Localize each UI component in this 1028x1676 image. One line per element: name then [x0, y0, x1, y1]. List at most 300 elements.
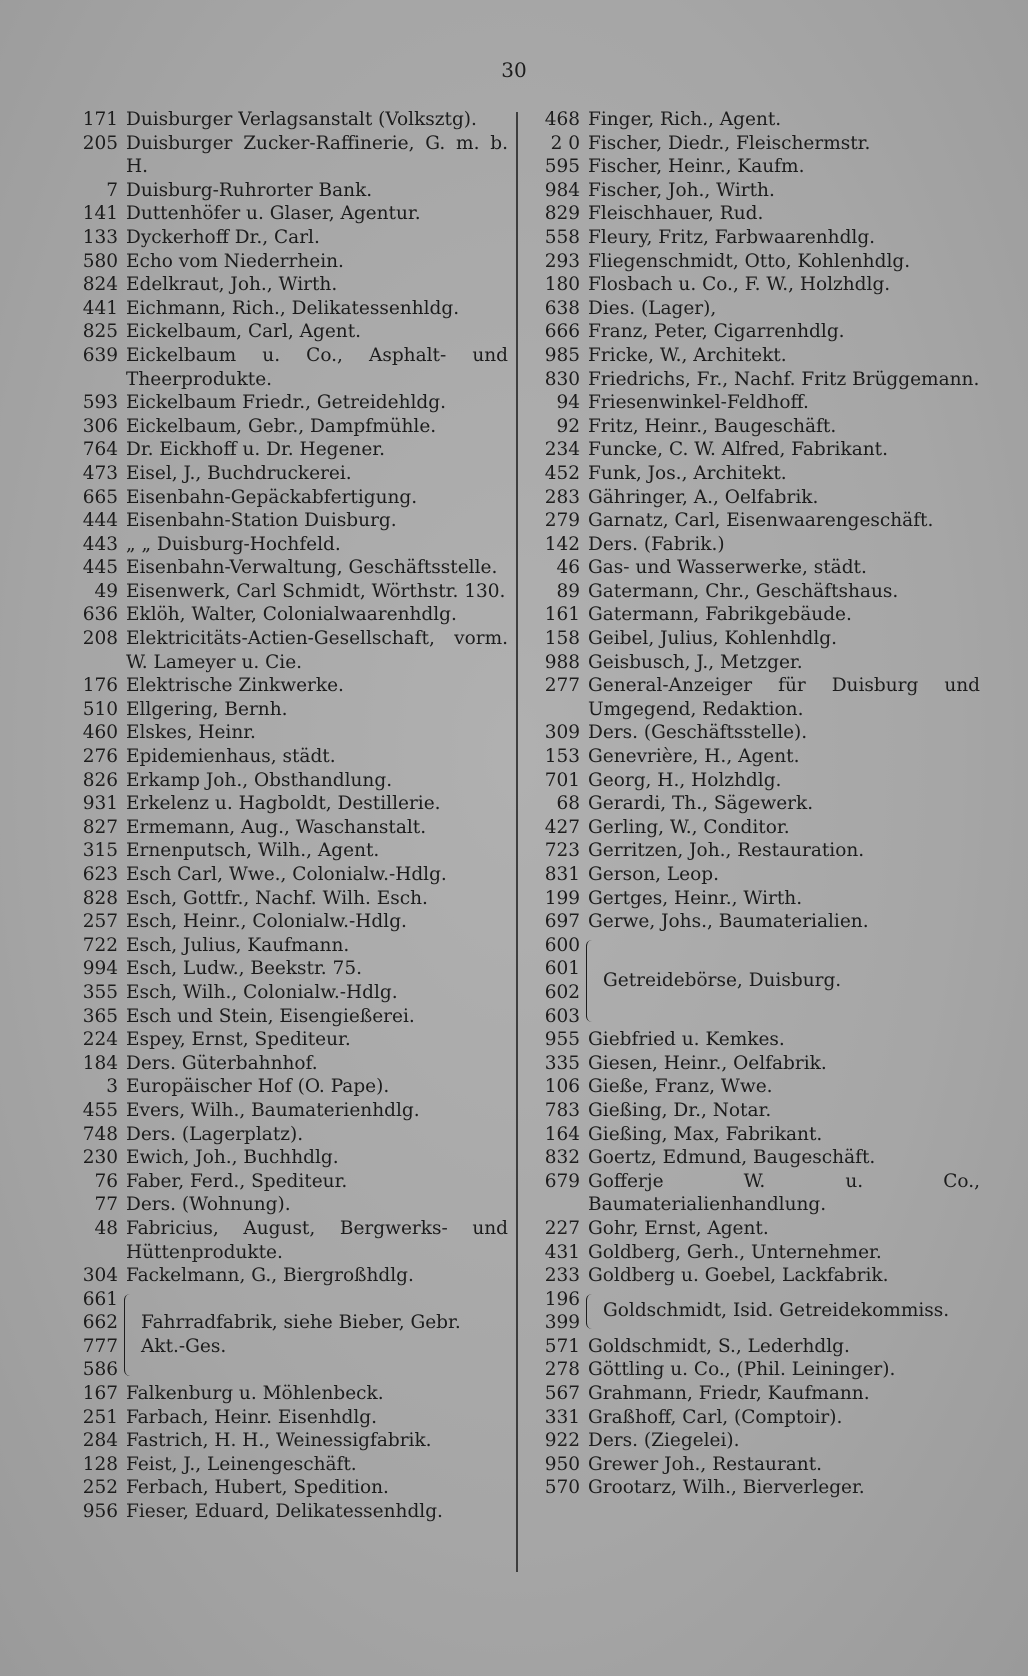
entry-text: Göttling u. Co., (Phil. Leininger).: [588, 1359, 896, 1381]
entry-text: Fabricius, August, Bergwerks- und Hüttenprodukte.: [126, 1217, 508, 1263]
entry-text: Gatermann, Fabrikgebäude.: [588, 604, 852, 626]
entry-text: Eisenbahn-Gepäckabfertigung.: [126, 486, 418, 508]
directory-entry: [540, 792, 980, 816]
entry-text: Duisburg-Ruhrorter Bank.: [126, 179, 373, 201]
brace-mark: [586, 1294, 599, 1329]
entry-number: 309: [544, 722, 580, 744]
entry-text: Getreidebörse, Duisburg.: [603, 970, 842, 992]
entry-text: Gofferje W. u. Co., Baumaterialienhandlung.: [588, 1170, 980, 1216]
entry-text: Fritz, Heinr., Baugeschäft.: [588, 415, 837, 437]
entry-text: Geisbusch, J., Metzger.: [588, 651, 803, 673]
entry-text: Evers, Wilh., Baumaterienhdlg.: [126, 1099, 420, 1121]
entry-number: 445: [82, 557, 118, 579]
entry-number: 722: [82, 934, 118, 956]
entry-number: 199: [544, 887, 580, 909]
right-column: [540, 108, 980, 1500]
directory-entry: [540, 533, 980, 557]
entry-text: Gohr, Ernst, Agent.: [588, 1217, 769, 1239]
entry-text: Esch, Wilh., Colonialw.-Hdlg.: [126, 981, 398, 1003]
entry-text: Gerwe, Johs., Baumaterialien.: [588, 911, 869, 933]
directory-entry: [78, 344, 508, 391]
directory-entry: [540, 674, 980, 721]
grouped-entry: [540, 934, 980, 1028]
entry-number: 335: [544, 1052, 580, 1074]
directory-entry: [540, 438, 980, 462]
entry-text: Duttenhöfer u. Glaser, Agentur.: [126, 203, 421, 225]
directory-entry: [540, 1476, 980, 1500]
directory-entry: [540, 910, 980, 934]
entry-text: Erkelenz u. Hagboldt, Destillerie.: [126, 793, 441, 815]
entry-text: Echo vom Niederrhein.: [126, 250, 344, 272]
entry-number: 984: [544, 179, 580, 201]
directory-entry: [78, 438, 508, 462]
directory-entry: [78, 603, 508, 627]
entry-number: 205: [82, 132, 118, 154]
entry-number: 601: [544, 958, 580, 980]
directory-entry: [78, 1500, 508, 1524]
entry-number: 586: [82, 1359, 118, 1381]
entry-text: Ferbach, Hubert, Spedition.: [126, 1477, 389, 1499]
entry-text: Fricke, W., Architekt.: [588, 344, 787, 366]
directory-entry: [78, 556, 508, 580]
entry-number: 283: [544, 486, 580, 508]
entry-text: Ders. (Wohnung).: [126, 1194, 291, 1216]
entry-text: Ders. (Geschäftsstelle).: [588, 722, 808, 744]
column-divider: [516, 112, 518, 1572]
entry-text: Goldschmidt, Isid. Getreidekommiss.: [603, 1300, 950, 1322]
entry-number: 468: [544, 109, 580, 130]
entry-number: 158: [544, 628, 580, 650]
entry-number: 230: [82, 1147, 118, 1169]
entry-text: „ „ Duisburg-Hochfeld.: [126, 533, 341, 555]
entry-number: 167: [82, 1383, 118, 1405]
entry-text: Faber, Ferd., Spediteur.: [126, 1170, 348, 1192]
entry-number: 365: [82, 1005, 118, 1027]
entry-text: Espey, Ernst, Spediteur.: [126, 1029, 351, 1051]
entry-number: 829: [544, 203, 580, 225]
entry-text: Gatermann, Chr., Geschäftshaus.: [588, 580, 899, 602]
entry-text: Goldschmidt, S., Lederhdlg.: [588, 1335, 850, 1357]
directory-entry: [540, 273, 980, 297]
entry-number: 922: [544, 1430, 580, 1452]
entry-text: Gießing, Dr., Notar.: [588, 1099, 772, 1121]
entry-number: 164: [544, 1123, 580, 1145]
directory-entry: [540, 603, 980, 627]
entry-text: Giebfried u. Kemkes.: [588, 1029, 785, 1051]
directory-entry: [78, 580, 508, 604]
directory-entry: [78, 509, 508, 533]
directory-entry: [540, 1028, 980, 1052]
entry-text: Grewer Joh., Restaurant.: [588, 1453, 823, 1475]
directory-entry: [78, 1170, 508, 1194]
entry-number: 783: [544, 1099, 580, 1121]
entry-text: Elektricitäts-Actien-Gesellschaft, vorm. W. Lameyer u. Cie.: [126, 628, 508, 673]
entry-number: 224: [82, 1029, 118, 1051]
entry-text: Franz, Peter, Cigarrenhdlg.: [588, 321, 845, 343]
directory-entry: [78, 486, 508, 510]
entry-number: 427: [544, 816, 580, 838]
directory-entry: [78, 1406, 508, 1430]
directory-entry: [78, 462, 508, 486]
directory-entry: [540, 556, 980, 580]
entry-text: Fischer, Heinr., Kaufm.: [588, 156, 805, 178]
entry-number: 141: [82, 203, 118, 225]
directory-entry: [78, 1099, 508, 1123]
entry-text: Esch Carl, Wwe., Colonialw.-Hdlg.: [126, 864, 447, 885]
entry-number: 3: [106, 1076, 118, 1098]
entry-number: 251: [82, 1406, 118, 1428]
entry-number: 777: [82, 1335, 118, 1357]
entry-text: Esch, Ludw., Beekstr. 75.: [126, 958, 362, 980]
entry-text: Esch und Stein, Eisengießerei.: [126, 1005, 415, 1027]
entry-number: 284: [82, 1430, 118, 1452]
entry-text: Fleischhauer, Rud.: [588, 203, 764, 225]
directory-entry: [540, 320, 980, 344]
entry-text: Geibel, Julius, Kohlenhdlg.: [588, 628, 838, 650]
directory-entry: [540, 250, 980, 274]
entry-text: Fahrradfabrik, siehe Bieber, Gebr. Akt.-Ges.: [141, 1312, 461, 1357]
directory-entry: [540, 1453, 980, 1477]
entry-number: 46: [556, 557, 580, 579]
entry-text: Gieße, Franz, Wwe.: [588, 1076, 773, 1098]
entry-text: Gertges, Heinr., Wirth.: [588, 887, 803, 909]
entry-text: Eisel, J., Buchdruckerei.: [126, 462, 352, 484]
directory-entry: [78, 698, 508, 722]
entry-number: 304: [82, 1265, 118, 1287]
directory-entry: [540, 721, 980, 745]
entry-number: 77: [94, 1194, 118, 1216]
entry-text: Eickelbaum Friedr., Getreidehldg.: [126, 392, 446, 414]
entry-number: 828: [82, 887, 118, 909]
grouped-entry: [540, 1288, 980, 1335]
directory-entry: [78, 1382, 508, 1406]
entry-number: 106: [544, 1076, 580, 1098]
entry-text: Ernenputsch, Wilh., Agent.: [126, 840, 380, 862]
directory-entry: [540, 368, 980, 392]
entry-number: 460: [82, 722, 118, 744]
entry-text: Eklöh, Walter, Colonialwaarenhdlg.: [126, 604, 457, 626]
entry-text: Giesen, Heinr., Oelfabrik.: [588, 1052, 827, 1074]
entry-text: Dr. Eickhoff u. Dr. Hegener.: [126, 439, 385, 461]
entry-text: Fliegenschmidt, Otto, Kohlenhdlg.: [588, 250, 911, 272]
directory-entry: [78, 863, 508, 887]
directory-entry: [78, 415, 508, 439]
entry-text: Farbach, Heinr. Eisenhdlg.: [126, 1406, 378, 1428]
directory-entry: [540, 1382, 980, 1406]
entry-number: 831: [544, 864, 580, 885]
entry-text: Gerardi, Th., Sägewerk.: [588, 793, 814, 815]
entry-number: 431: [544, 1241, 580, 1263]
entry-text: Fischer, Joh., Wirth.: [588, 179, 775, 201]
entry-number: 623: [82, 864, 118, 885]
entry-text: Gas- und Wasserwerke, städt.: [588, 557, 867, 579]
entry-text: Funcke, C. W. Alfred, Fabrikant.: [588, 439, 888, 461]
entry-number: 196: [544, 1288, 580, 1310]
directory-entry: [78, 910, 508, 934]
entry-number: 455: [82, 1099, 118, 1121]
entry-number: 7: [106, 179, 118, 201]
entry-text: Grahmann, Friedr, Kaufmann.: [588, 1383, 870, 1405]
directory-entry: [78, 816, 508, 840]
directory-entry: [78, 132, 508, 179]
entry-text: Feist, J., Leinengeschäft.: [126, 1453, 357, 1475]
entry-text: Grootarz, Wilh., Bierverleger.: [588, 1477, 865, 1499]
entry-text: Friesenwinkel-Feldhoff.: [588, 392, 809, 414]
entry-number: 826: [82, 769, 118, 791]
directory-entry: [78, 533, 508, 557]
entry-text: Gießing, Max, Fabrikant.: [588, 1123, 823, 1145]
entry-number: 662: [82, 1312, 118, 1334]
directory-entry: [78, 839, 508, 863]
entry-number: 603: [544, 1005, 580, 1027]
entry-number: 444: [82, 510, 118, 532]
entry-text: Europäischer Hof (O. Pape).: [126, 1076, 390, 1098]
directory-entry: [540, 887, 980, 911]
entry-number: 570: [544, 1477, 580, 1499]
entry-number: 602: [544, 981, 580, 1003]
entry-number: 636: [82, 604, 118, 626]
directory-entry: [78, 1052, 508, 1076]
directory-entry: [540, 839, 980, 863]
entry-numbers: [540, 934, 580, 1028]
entry-number: 558: [544, 226, 580, 248]
directory-entry: [540, 1146, 980, 1170]
entry-text: Eickelbaum, Gebr., Dampfmühle.: [126, 415, 437, 437]
directory-entry: [78, 745, 508, 769]
directory-entry: [78, 1005, 508, 1029]
directory-entry: [78, 202, 508, 226]
directory-entry: [78, 887, 508, 911]
directory-entry: [78, 627, 508, 674]
entry-number: 452: [544, 462, 580, 484]
entry-text: Garnatz, Carl, Eisenwaarengeschäft.: [588, 510, 934, 532]
directory-entry: [540, 1241, 980, 1265]
directory-entry: [540, 1099, 980, 1123]
entry-number: 827: [82, 816, 118, 838]
entry-number: 89: [556, 580, 580, 602]
directory-entry: [540, 297, 980, 321]
entry-number: 180: [544, 274, 580, 296]
entry-text: Esch, Julius, Kaufmann.: [126, 934, 350, 956]
entry-number: 48: [94, 1217, 118, 1239]
entry-text: Ewich, Joh., Buchhdlg.: [126, 1147, 339, 1169]
entry-number: 252: [82, 1477, 118, 1499]
entry-number: 955: [544, 1029, 580, 1051]
directory-entry: [540, 509, 980, 533]
entry-number: 257: [82, 911, 118, 933]
entry-text: Fleury, Fritz, Farbwaarenhdlg.: [588, 226, 876, 248]
entry-number: 824: [82, 274, 118, 296]
directory-entry: [540, 1075, 980, 1099]
directory-entry: [78, 250, 508, 274]
entry-number: 49: [94, 580, 118, 602]
entry-number: 665: [82, 486, 118, 508]
entry-number: 571: [544, 1335, 580, 1357]
entry-text: Duisburger Zucker-Raffinerie, G. m. b. H.: [126, 132, 508, 178]
entry-number: 2 0: [550, 132, 580, 154]
entry-text: Eichmann, Rich., Delikatessenhldg.: [126, 297, 460, 319]
directory-entry: [78, 1028, 508, 1052]
directory-entry: [78, 1217, 508, 1264]
directory-entry: [540, 202, 980, 226]
entry-number: 595: [544, 156, 580, 178]
directory-entry: [78, 1193, 508, 1217]
entry-text: Gerritzen, Joh., Restauration.: [588, 840, 865, 862]
entry-text: Duisburger Verlagsanstalt (Volksztg).: [126, 109, 477, 130]
entry-text: Gerson, Leop.: [588, 864, 719, 885]
directory-entry: [78, 674, 508, 698]
entry-number: 443: [82, 533, 118, 555]
directory-entry: [540, 155, 980, 179]
directory-entry: [540, 415, 980, 439]
directory-entry: [78, 297, 508, 321]
entry-number: 764: [82, 439, 118, 461]
directory-entry: [78, 226, 508, 250]
directory-entry: [540, 462, 980, 486]
directory-entry: [78, 179, 508, 203]
entry-number: 94: [556, 392, 580, 414]
entry-text: Eickelbaum u. Co., Asphalt- und Theerprodukte.: [126, 344, 508, 390]
directory-entry: [540, 1429, 980, 1453]
entry-number: 278: [544, 1359, 580, 1381]
directory-entry: [540, 391, 980, 415]
entry-number: 68: [556, 793, 580, 815]
entry-text: Ders. Güterbahnhof.: [126, 1052, 318, 1074]
entry-text: Elskes, Heinr.: [126, 722, 256, 744]
directory-entry: [78, 721, 508, 745]
directory-entry: [540, 132, 980, 156]
entry-text: Gerling, W., Conditor.: [588, 816, 790, 838]
directory-entry: [540, 1264, 980, 1288]
entry-number: 171: [82, 109, 118, 130]
entry-text: Funk, Jos., Architekt.: [588, 462, 787, 484]
directory-entry: [78, 273, 508, 297]
directory-entry: [540, 486, 980, 510]
entry-text: Elektrische Zinkwerke.: [126, 675, 344, 697]
entry-text: Falkenburg u. Möhlenbeck.: [126, 1383, 384, 1405]
entry-number: 128: [82, 1453, 118, 1475]
directory-entry: [540, 863, 980, 887]
directory-entry: [78, 320, 508, 344]
directory-entry: [78, 1146, 508, 1170]
entry-number: 661: [82, 1288, 118, 1310]
entry-text: Eisenwerk, Carl Schmidt, Wörthstr. 130.: [126, 580, 506, 602]
entry-number: 233: [544, 1265, 580, 1287]
entry-text: Genevrière, H., Agent.: [588, 746, 800, 768]
directory-entry: [78, 1429, 508, 1453]
entry-text: Edelkraut, Joh., Wirth.: [126, 274, 338, 296]
page-number: 30: [501, 58, 527, 82]
entry-text: Ders. (Ziegelei).: [588, 1430, 740, 1452]
entry-number: 76: [94, 1170, 118, 1192]
left-column: [78, 108, 508, 1524]
directory-entry: [540, 651, 980, 675]
directory-entry: [540, 1217, 980, 1241]
directory-entry: [540, 179, 980, 203]
entry-text: Ermemann, Aug., Waschanstalt.: [126, 816, 427, 838]
directory-entry: [540, 1052, 980, 1076]
entry-number: 234: [544, 439, 580, 461]
directory-entry: [540, 627, 980, 651]
entry-number: 293: [544, 250, 580, 272]
directory-entry: [78, 792, 508, 816]
entry-number: 701: [544, 769, 580, 791]
entry-number: 331: [544, 1406, 580, 1428]
entry-number: 994: [82, 958, 118, 980]
entry-number: 315: [82, 840, 118, 862]
directory-entry: [78, 1453, 508, 1477]
entry-number: 277: [544, 675, 580, 697]
entry-number: 679: [544, 1170, 580, 1192]
entry-number: 441: [82, 297, 118, 319]
directory-entry: [540, 1123, 980, 1147]
entry-text: Epidemienhaus, städt.: [126, 746, 336, 768]
entry-text: Ders. (Lagerplatz).: [126, 1123, 304, 1145]
entry-number: 697: [544, 911, 580, 933]
directory-entry: [540, 1170, 980, 1217]
entry-text: Goertz, Edmund, Baugeschäft.: [588, 1147, 876, 1169]
directory-entry: [540, 226, 980, 250]
entry-number: 399: [544, 1312, 580, 1334]
entry-number: 931: [82, 793, 118, 815]
entry-text: Dies. (Lager),: [588, 297, 717, 319]
entry-number: 510: [82, 698, 118, 720]
entry-text: Fastrich, H. H., Weinessigfabrik.: [126, 1430, 432, 1452]
entry-numbers: [78, 1288, 118, 1382]
grouped-entry: [78, 1288, 508, 1382]
entry-text: Friedrichs, Fr., Nachf. Fritz Brüggemann.: [588, 368, 980, 390]
directory-entry: [540, 745, 980, 769]
entry-numbers: [540, 1288, 580, 1335]
entry-number: 985: [544, 344, 580, 366]
entry-text: Flosbach u. Co., F. W., Holzhdlg.: [588, 274, 891, 296]
directory-entry: [540, 344, 980, 368]
entry-text: Esch, Gottfr., Nachf. Wilh. Esch.: [126, 887, 428, 909]
entry-text: Graßhoff, Carl, (Comptoir).: [588, 1406, 843, 1428]
directory-entry: [78, 1123, 508, 1147]
entry-number: 161: [544, 604, 580, 626]
entry-text: Fackelmann, G., Biergroßhdlg.: [126, 1265, 414, 1287]
entry-text: Fieser, Eduard, Delikatessenhdlg.: [126, 1501, 443, 1523]
entry-number: 956: [82, 1501, 118, 1523]
directory-entry: [78, 934, 508, 958]
entry-number: 830: [544, 368, 580, 390]
entry-number: 600: [544, 934, 580, 956]
entry-text: Esch, Heinr., Colonialw.-Hdlg.: [126, 911, 407, 933]
entry-number: 825: [82, 321, 118, 343]
entry-text: Gähringer, A., Oelfabrik.: [588, 486, 819, 508]
entry-number: 133: [82, 226, 118, 248]
entry-number: 153: [544, 746, 580, 768]
directory-entry: [78, 108, 508, 132]
entry-text: Erkamp Joh., Obsthandlung.: [126, 769, 393, 791]
entry-number: 593: [82, 392, 118, 414]
brace-mark: [586, 940, 599, 1022]
entry-number: 723: [544, 840, 580, 862]
entry-number: 580: [82, 250, 118, 272]
entry-number: 92: [556, 415, 580, 437]
entry-number: 666: [544, 321, 580, 343]
entry-text: Fischer, Diedr., Fleischermstr.: [588, 132, 871, 154]
entry-number: 639: [82, 344, 118, 366]
entry-number: 748: [82, 1123, 118, 1145]
entry-number: 227: [544, 1217, 580, 1239]
directory-entry: [540, 769, 980, 793]
entry-text: Eisenbahn-Station Duisburg.: [126, 510, 397, 532]
directory-entry: [540, 1358, 980, 1382]
entry-number: 176: [82, 675, 118, 697]
brace-mark: [124, 1294, 137, 1376]
